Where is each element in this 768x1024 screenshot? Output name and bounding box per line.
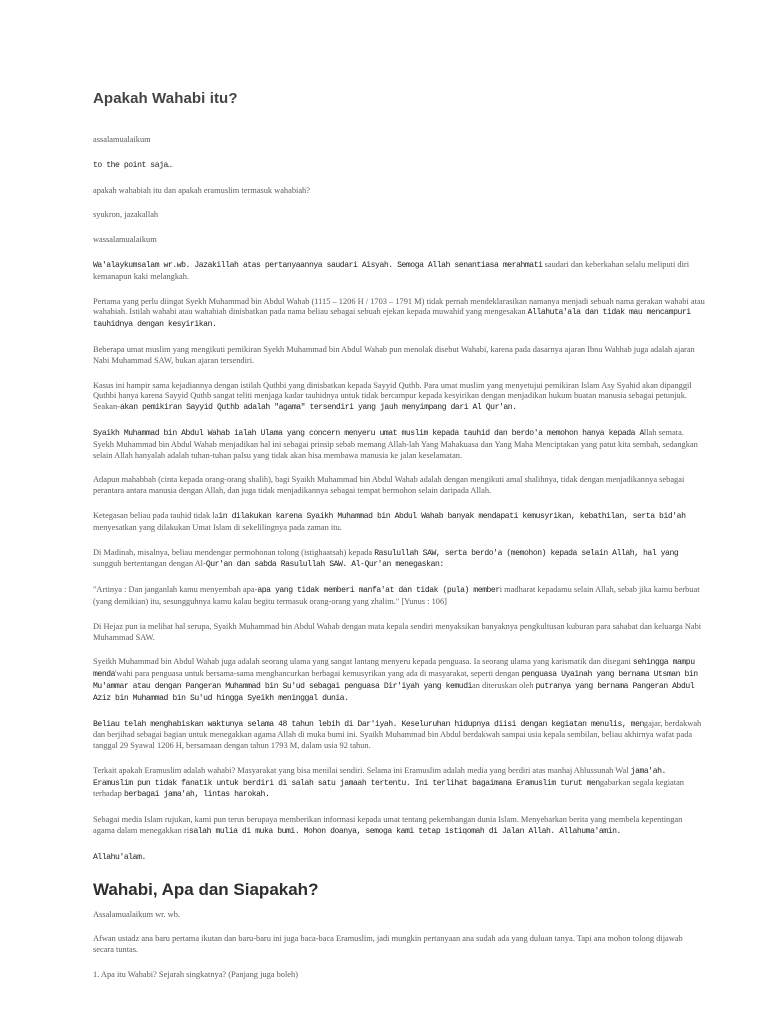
greeting-paragraph: assalamualaikum: [93, 135, 151, 144]
body-text: "Artinya : Dan janganlah kamu menyembah apa-: [93, 585, 258, 595]
answer-paragraph-11: [93, 719, 705, 752]
highlighted-text: Wa'alaykumsalam wr.wb. Jazakillah atas pertanyaannya saudari Aisyah. Semoga Allah senantiasa merahmati: [93, 260, 543, 270]
highlighted-text: Beliau telah menghabiskan waktunya selama 48 tahun lebih di Dar'iyah. Keseluruhan hidupnya diisi dengan kegiatan menulis, men: [93, 719, 644, 729]
highlighted-text: penguasa Uyainah yang bernama Utsman bin Mu'ammar atau dengan Pangeran Muhammad bin Su'ud sebagai penguasa Dir'iyah yang kemudi: [93, 670, 698, 691]
body-text: sungguh bertentangan dengan Al-: [93, 559, 206, 569]
highlighted-text: Allahu'alam.: [93, 852, 146, 862]
highlighted-text: Syaikh Muhammad bin Abdul Wahab ialah Ulama yang concern menyeru umat muslim kepada tauhid dan berdo'a memohon hanya kepada A: [93, 428, 644, 438]
section-title: Wahabi, Apa dan Siapakah?: [93, 879, 319, 899]
body-text: Di Madinah, misalnya, beliau mendengar permohonan tolong (istighaatsah) kepada: [93, 547, 375, 557]
highlighted-text: in dilakukan karena Syaikh Muhammad bin Abdul Wahab banyak mendapati kemusyrikan, kebathilan, serta bid'ah: [218, 511, 686, 521]
section-greeting: Assalamualaikum wr. wb.: [93, 909, 180, 919]
body-text: llah semata. Syekh Muhammad bin Abdul Wahab menjadikan hal ini sebagai prinsip sebab memang Allah-lah Yang Mahakuasa dan Yang Maha Menciptakan yang patut kita sembah, sedangkan selain Allah hanyalah adalah tuhan-tuhan palsu yang tidak akan bisa membawa manusia ke jalan keselamatan.: [93, 427, 698, 460]
body-text: Kasus ini hampir sama kejadiannya dengan istilah Quthbi yang dinisbatkan kepada Sayyid Quthb. Para umat muslim yang menyetujui pemikiran Islam Asy Syahid akan dipanggil Quthbi hanya karena Sayyid Quthb sangat teliti menjaga kadar tauhidnya untuk tidak bercampur kepada kesyirikan dengan menjadikan hukum buatan manusia sebagai petunjuk. Seakan-: [93, 380, 692, 412]
body-text: Terkait apakah Eramuslim adalah wahabi? Masyarakat yang bisa menilai sendiri. Selama ini Eramuslim adalah media yang berdiri atas manhaj Ahlussunah Wal: [93, 765, 631, 775]
closing-greeting: wassalamualaikum: [93, 235, 157, 245]
body-text: saudari dan keberkahan selalu meliputi diri kemanapun kaki melangkah.: [93, 259, 690, 281]
body-text: Ketegasan beliau pada tauhid tidak la: [93, 510, 219, 520]
body-text: menyesatkan yang dilakukan Umat Islam di sekelilingnya pada zaman itu.: [93, 522, 342, 532]
question-paragraph: apakah wahabiah itu dan apakah eramuslim termasuk wahabiah?: [93, 185, 310, 195]
answer-paragraph-10: [93, 657, 705, 704]
body-text: gabarkan segala kegiatan terhadap: [93, 777, 684, 799]
body-text: an diteruskan oleh: [472, 680, 536, 690]
article: [93, 90, 705, 995]
highlighted-text: Qur'an dan sabda Rasulullah SAW. Al-Qur'an menegaskan:: [205, 560, 444, 570]
answer-paragraph-9: Di Hejaz pun ia melihat hal serupa, Syaikh Muhammad bin Abdul Wahab dengan mata kepala sendiri menyaksikan banyaknya pengkultusan kuburan para sahabat dan keluarga Nabi Muhammad SAW.: [93, 621, 702, 642]
body-text: Syeikh Muhammad bin Abdul Wahab juga adalah seorang ulama yang sangat lantang menyeru kepada penguasa. Ia seorang ulama yang karismatik dan disegani: [93, 657, 633, 667]
highlighted-text: Allahuta'ala dan tidak mau mencampuri tauhidnya dengan kesyirikan.: [93, 308, 691, 330]
answer-paragraph-5: [93, 428, 705, 461]
highlighted-text: sehingga mampu menda: [93, 658, 695, 680]
question-intro: [93, 160, 705, 172]
highlighted-text: salah mulia di muka bumi. Mohon doanya, semoga kami tetap istiqomah di Jalan Allah. Allahuma'amin.: [189, 827, 621, 837]
answer-paragraph-1: [93, 260, 705, 283]
answer-paragraph-13: [93, 815, 705, 838]
answer-paragraph-6: Adapun mahabbah (cinta kepada orang-orang shalih), bagi Syaikh Muhammad bin Abdul Wahab adalah dengan mengikuti amal shalihnya, tidak dengan menjadikannya sebagai perantara antara manusia dengan Allah, dan juga tidak menjadikannya sebagai tempat bermohon selain daripada Allah.: [93, 475, 685, 496]
article-title: Apakah Wahabi itu?: [93, 90, 238, 107]
closing-paragraph: [93, 852, 705, 864]
body-text: 'wahi para penguasa untuk bersama-sama menghancurkan berbagai kemusyrikan yang ada di masyarakat, seperti dengan: [115, 669, 522, 679]
body-text: i madharat kepadamu selain Allah, sebab jika kamu berbuat (yang demikian) itu, sesungguhnya kamu kalau begitu termasuk orang-orang yang zhalim." [Yunus : 106]: [93, 585, 700, 606]
highlighted-text: Rasulullah SAW, serta berdo'a (memohon) kepada selain Allah, hal yang: [374, 548, 679, 558]
answer-paragraph-2: [93, 297, 705, 331]
answer-paragraph-7: [93, 511, 705, 534]
body-text: Sebagai media Islam rujukan, kami pun terus berupaya memberikan informasi kepada umat tentang pekembangan dunia Islam. Menyebarkan berita yang membela kepentingan agama dalam menegakkan ri: [93, 815, 683, 836]
highlighted-text: akan pemikiran Sayyid Quthb adalah "agama" tersendiri yang jauh menyimpang dari Al Qur'an.: [119, 403, 517, 413]
section-question-1: 1. Apa itu Wahabi? Sejarah singkatnya? (Panjang juga boleh): [93, 970, 298, 980]
highlighted-text: jama'ah. Eramuslim pun tidak fanatik untuk berdiri di salah satu jamaah tertentu. Ini terlihat bagaimana Eramuslim turut men: [93, 766, 666, 788]
highlighted-text: to the point saja…: [93, 160, 173, 170]
body-text: gajar, berdakwah dan berjihad sebagai bagian untuk menegakkan agama Allah di muka bumi ini. Syaikh Muhammad bin Abdul berdakwah sampai usia kepala sembilan, beliau akhirnya wafat pada tanggal 29 Syawal 1206 H, bersamaan dengan tahun 1793 M, dalam usia 92 tahun.: [93, 718, 702, 751]
highlighted-text: putranya yang bernama Pangeran Abdul Aziz bin Muhammad bin Su'ud hingga Syeikh meninggal dunia.: [93, 681, 695, 703]
body-text: Pertama yang perlu diingat Syekh Muhammad bin Abdul Wahab (1115 – 1206 H / 1703 – 1791 M) tidak pernah mendeklarasikan namanya menjadi sebuah nama gerakan wahabi atau wahabiah. Istilah wahabi atau wahabiah dinisbatkan pada nama beliau sebagai sebuah ejekan kepada muwahid yang mengesakan: [93, 296, 705, 317]
answer-paragraph-4: [93, 381, 705, 414]
highlighted-text: apa yang tidak memberi manfa'at dan tidak (pula) member: [257, 586, 500, 596]
answer-paragraph-12: [93, 766, 705, 801]
answer-paragraph-8: [93, 548, 705, 572]
thanks-paragraph: syukron, jazakallah: [93, 210, 159, 220]
quran-quote: [93, 585, 705, 608]
answer-paragraph-3: Beberapa umat muslim yang mengikuti pemikiran Syekh Muhammad bin Abdul Wahab pun menolak disebut Wahabi, karena pada dasarnya ajaran Ibnu Wahhab juga adalah ajaran Nabi Muhammad SAW, bukan ajaran tersendiri.: [93, 344, 695, 365]
section-question-intro: Afwan ustadz ana baru pertama ikutan dan baru-baru ini juga baca-baca Eramuslim, jadi mungkin pertanyaan ana sudah ada yang duluan tanya. Tapi ana mohon tolong dijawab secara tuntas.: [93, 934, 683, 955]
highlighted-text: berbagai jama'ah, lintas harokah.: [123, 790, 270, 800]
